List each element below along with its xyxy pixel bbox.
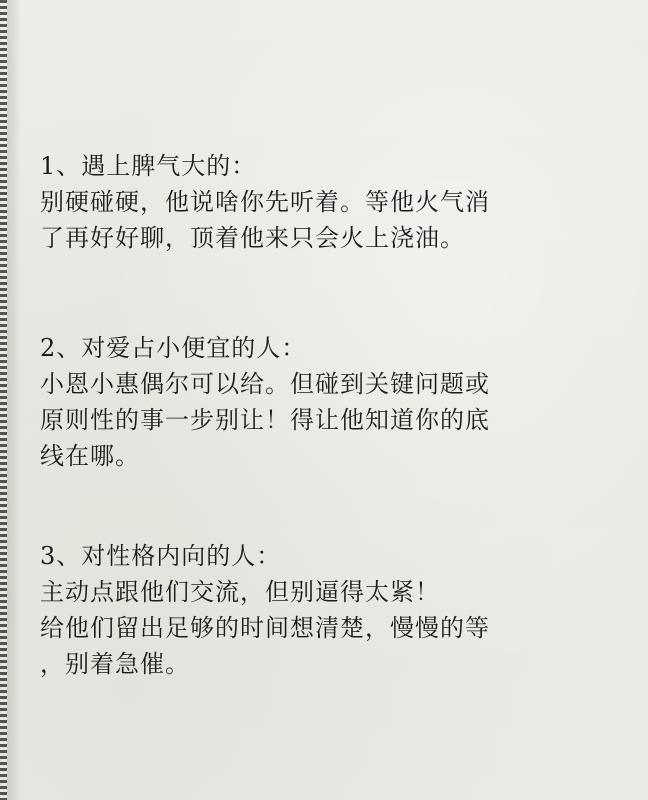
- section-line: 主动点跟他们交流，但别逼得太紧！: [40, 578, 440, 606]
- section-line: 了再好好聊，顶着他来只会火上浇油。: [40, 224, 465, 252]
- section-heading: 2、对爱占小便宜的人：: [40, 334, 307, 362]
- section-heading: 1、遇上脾气大的：: [40, 152, 257, 180]
- section-bad-temper: [40, 148, 630, 256]
- section-line: 别硬碰硬，他说啥你先听着。等他火气消: [40, 188, 490, 216]
- section-line: 小恩小惠偶尔可以给。但碰到关键问题或: [40, 370, 490, 398]
- section-line: 原则性的事一步别让！得让他知道你的底: [40, 406, 490, 434]
- section-line: 线在哪。: [40, 442, 140, 470]
- page-binding-edge: [0, 0, 7, 800]
- section-line: 给他们留出足够的时间想清楚，慢慢的等: [40, 614, 490, 642]
- section-introverted: [40, 538, 630, 682]
- section-heading: 3、对性格内向的人：: [40, 542, 282, 570]
- section-line: ，别着急催。: [40, 650, 190, 678]
- page-binding-shadow: [7, 0, 21, 800]
- section-petty-advantage: [40, 330, 630, 474]
